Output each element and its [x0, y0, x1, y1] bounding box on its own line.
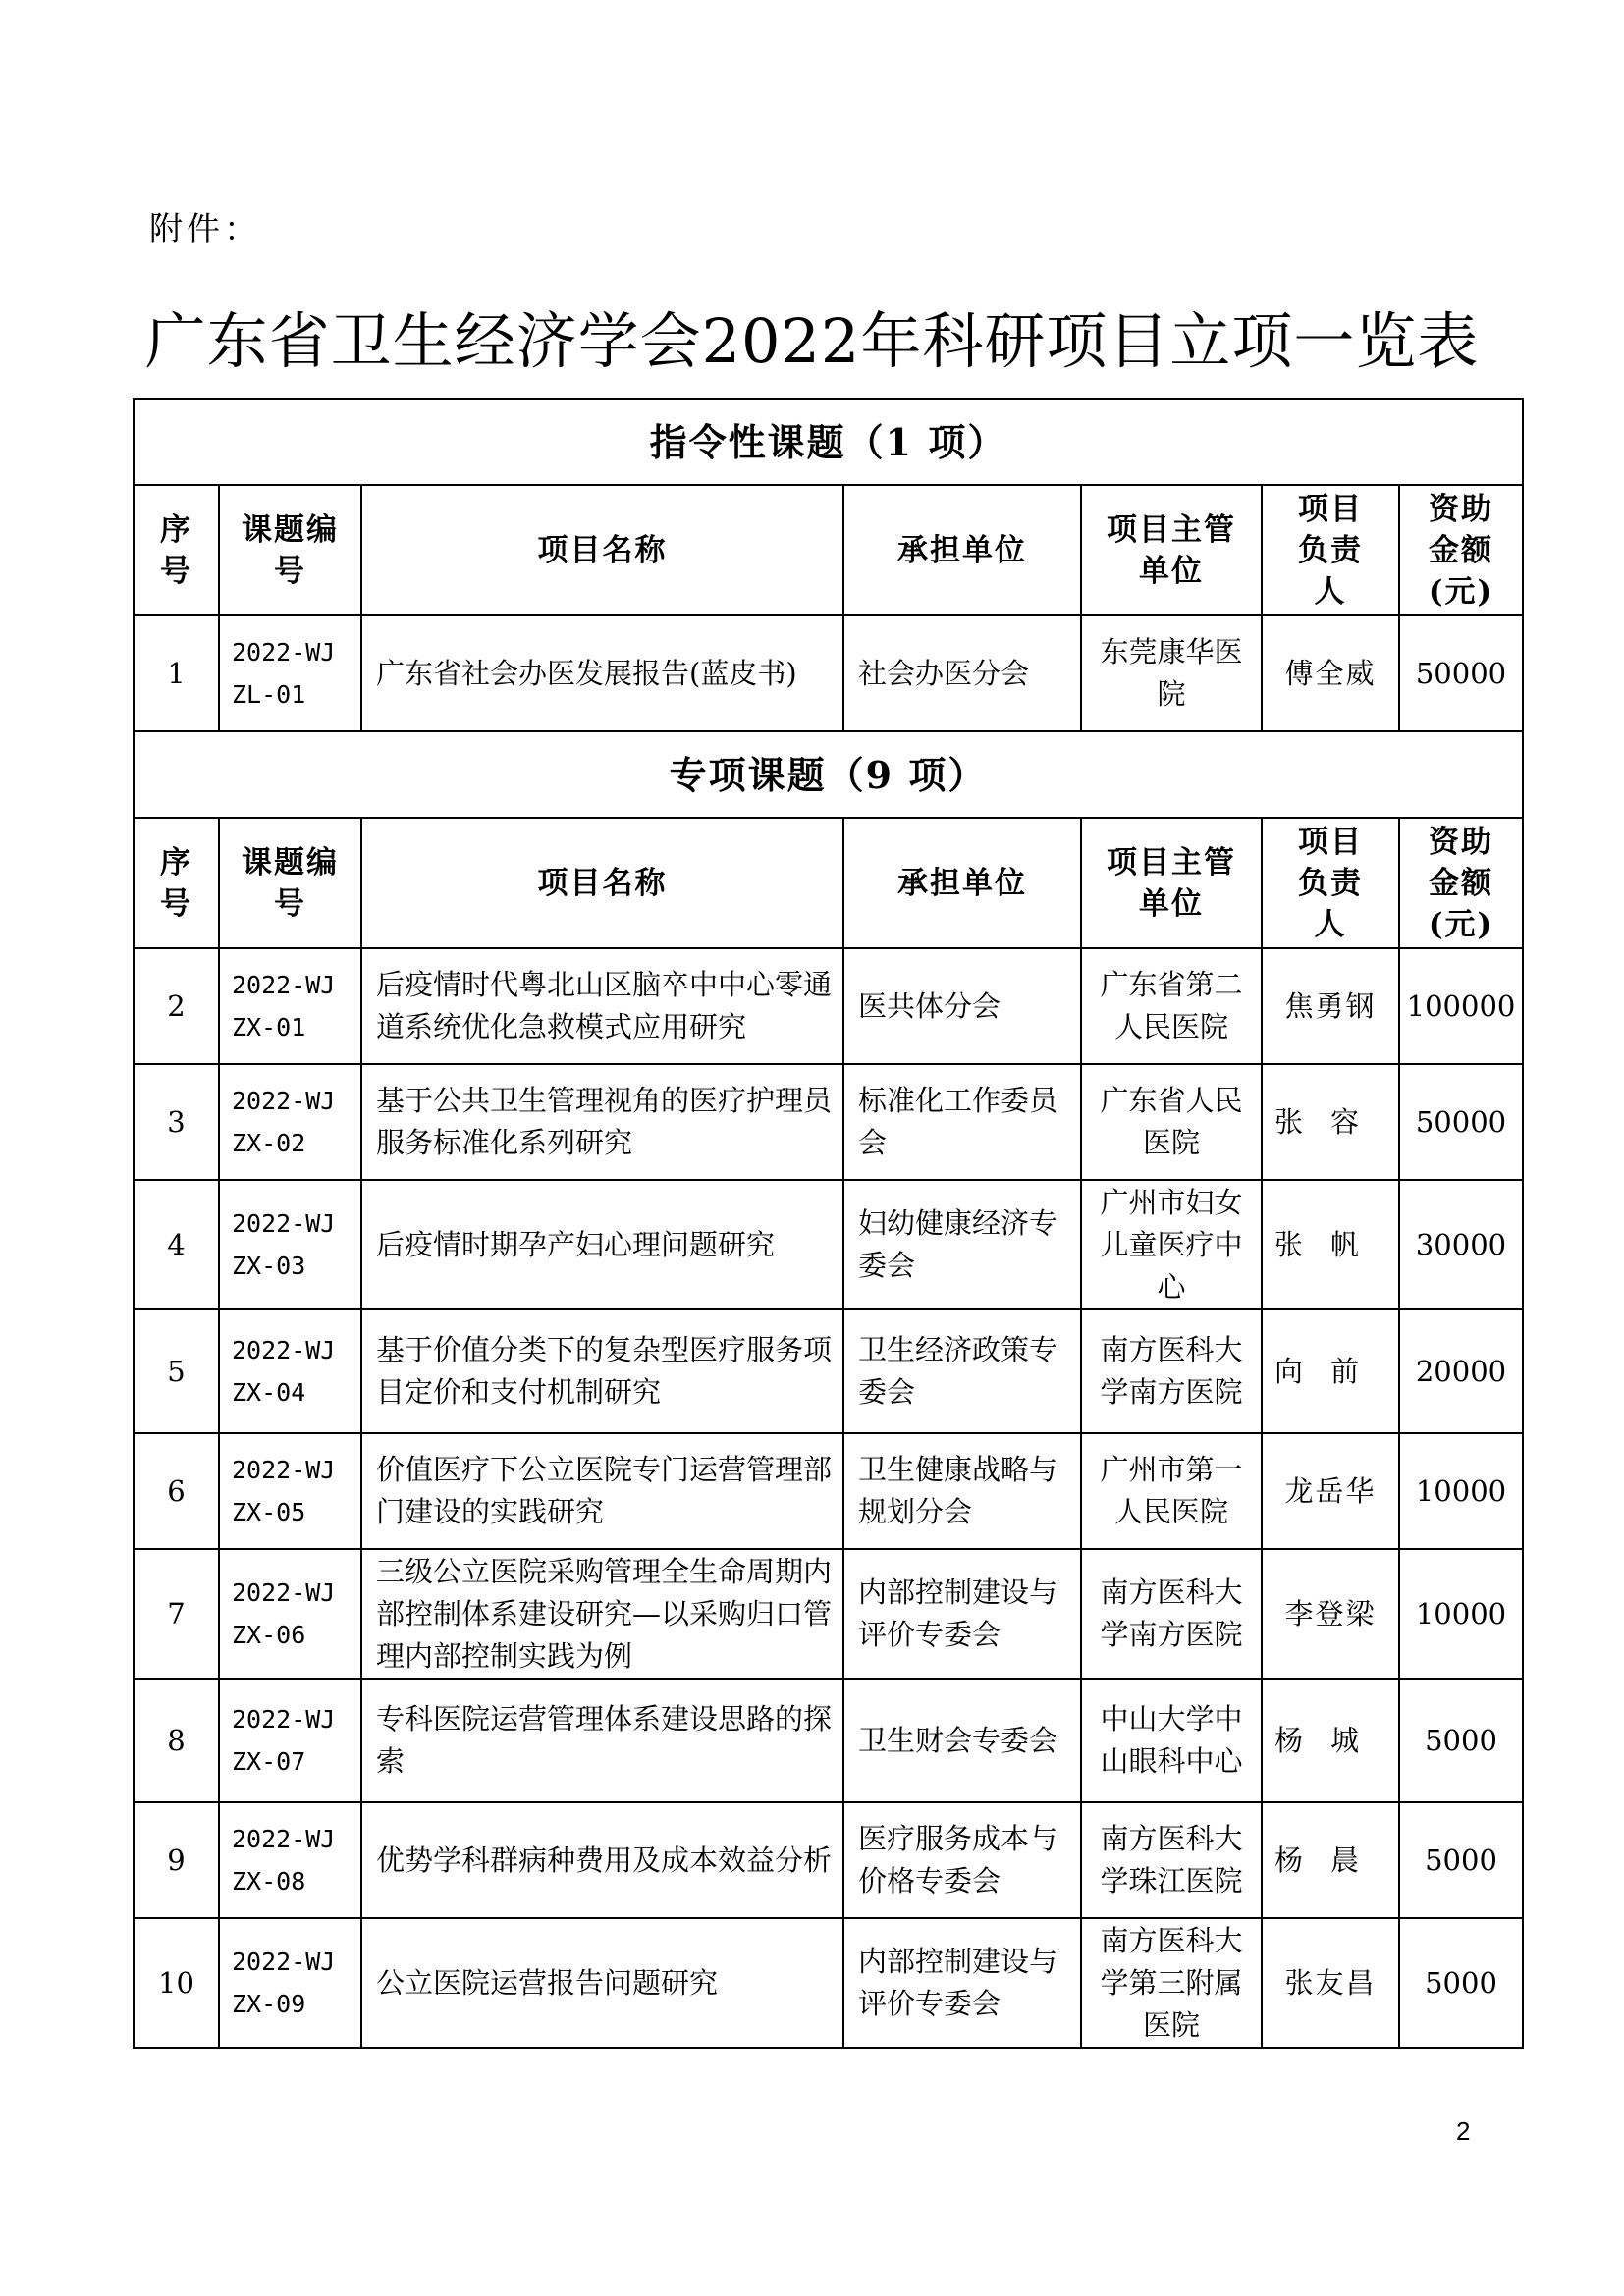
cell-authority: 东莞康华医院	[1081, 615, 1262, 731]
cell-authority: 广州市妇女儿童医疗中心	[1081, 1180, 1262, 1309]
section-title: 指令性课题（1 项）	[134, 399, 1523, 485]
cell-code: 2022-WJZL-01	[219, 615, 361, 731]
section-row	[134, 731, 1523, 818]
header-amount: 资助金额(元)	[1399, 818, 1523, 948]
table-row	[134, 1549, 1523, 1679]
cell-authority: 南方医科大学南方医院	[1081, 1309, 1262, 1433]
cell-leader: 傅全威	[1262, 615, 1399, 731]
cell-leader: 杨晨	[1262, 1802, 1399, 1918]
cell-unit: 内部控制建设与评价专委会	[843, 1918, 1081, 2048]
cell-authority: 广东省人民医院	[1081, 1064, 1262, 1180]
cell-leader: 张友昌	[1262, 1918, 1399, 2048]
cell-authority: 广州市第一人民医院	[1081, 1433, 1262, 1549]
cell-amount: 5000	[1399, 1918, 1523, 2048]
cell-leader: 杨城	[1262, 1679, 1399, 1802]
cell-authority: 南方医科大学南方医院	[1081, 1549, 1262, 1679]
cell-unit: 标准化工作委员会	[843, 1064, 1081, 1180]
cell-no: 10	[134, 1918, 219, 2048]
cell-code: 2022-WJZX-07	[219, 1679, 361, 1802]
section-title: 专项课题（9 项）	[134, 731, 1523, 818]
cell-code: 2022-WJZX-06	[219, 1549, 361, 1679]
attachment-label: 附件：	[149, 210, 261, 249]
cell-name: 后疫情时期孕产妇心理问题研究	[361, 1180, 843, 1309]
cell-amount: 30000	[1399, 1180, 1523, 1309]
cell-amount: 5000	[1399, 1802, 1523, 1918]
cell-code: 2022-WJZX-01	[219, 948, 361, 1064]
cell-unit: 医疗服务成本与价格专委会	[843, 1802, 1081, 1918]
cell-unit: 卫生健康战略与规划分会	[843, 1433, 1081, 1549]
table-row	[134, 615, 1523, 731]
header-row	[134, 818, 1523, 948]
cell-code: 2022-WJZX-04	[219, 1309, 361, 1433]
cell-leader: 张容	[1262, 1064, 1399, 1180]
header-amount: 资助金额(元)	[1399, 485, 1523, 615]
cell-code: 2022-WJZX-08	[219, 1802, 361, 1918]
cell-unit: 妇幼健康经济专委会	[843, 1180, 1081, 1309]
cell-name: 价值医疗下公立医院专门运营管理部门建设的实践研究	[361, 1433, 843, 1549]
page-number: 2	[1456, 2116, 1471, 2146]
cell-name: 基于价值分类下的复杂型医疗服务项目定价和支付机制研究	[361, 1309, 843, 1433]
cell-no: 9	[134, 1802, 219, 1918]
cell-no: 5	[134, 1309, 219, 1433]
cell-leader: 龙岳华	[1262, 1433, 1399, 1549]
cell-unit: 卫生财会专委会	[843, 1679, 1081, 1802]
cell-authority: 南方医科大学珠江医院	[1081, 1802, 1262, 1918]
table-row	[134, 1918, 1523, 2048]
header-authority: 项目主管单位	[1081, 818, 1262, 948]
projects-table	[133, 398, 1524, 2049]
cell-code: 2022-WJZX-03	[219, 1180, 361, 1309]
section-row	[134, 399, 1523, 485]
header-unit: 承担单位	[843, 485, 1081, 615]
cell-no: 4	[134, 1180, 219, 1309]
table-row	[134, 948, 1523, 1064]
cell-unit: 社会办医分会	[843, 615, 1081, 731]
cell-unit: 内部控制建设与评价专委会	[843, 1549, 1081, 1679]
cell-code: 2022-WJZX-02	[219, 1064, 361, 1180]
cell-authority: 南方医科大学第三附属医院	[1081, 1918, 1262, 2048]
cell-amount: 50000	[1399, 1064, 1523, 1180]
cell-leader: 焦勇钢	[1262, 948, 1399, 1064]
header-code: 课题编号	[219, 818, 361, 948]
cell-name: 三级公立医院采购管理全生命周期内部控制体系建设研究—以采购归口管理内部控制实践为例	[361, 1549, 843, 1679]
header-name: 项目名称	[361, 818, 843, 948]
cell-no: 8	[134, 1679, 219, 1802]
cell-amount: 10000	[1399, 1433, 1523, 1549]
cell-name: 优势学科群病种费用及成本效益分析	[361, 1802, 843, 1918]
cell-authority: 广东省第二人民医院	[1081, 948, 1262, 1064]
cell-no: 2	[134, 948, 219, 1064]
header-no: 序号	[134, 818, 219, 948]
header-code: 课题编号	[219, 485, 361, 615]
table-row	[134, 1802, 1523, 1918]
document-title: 广东省卫生经济学会2022年科研项目立项一览表	[144, 305, 1480, 377]
cell-authority: 中山大学中山眼科中心	[1081, 1679, 1262, 1802]
cell-name: 专科医院运营管理体系建设思路的探索	[361, 1679, 843, 1802]
cell-no: 7	[134, 1549, 219, 1679]
cell-unit: 医共体分会	[843, 948, 1081, 1064]
header-no: 序号	[134, 485, 219, 615]
cell-name: 公立医院运营报告问题研究	[361, 1918, 843, 2048]
cell-name: 后疫情时代粤北山区脑卒中中心零通道系统优化急救模式应用研究	[361, 948, 843, 1064]
cell-amount: 20000	[1399, 1309, 1523, 1433]
header-authority: 项目主管单位	[1081, 485, 1262, 615]
header-unit: 承担单位	[843, 818, 1081, 948]
header-name: 项目名称	[361, 485, 843, 615]
cell-leader: 李登梁	[1262, 1549, 1399, 1679]
table-row	[134, 1309, 1523, 1433]
cell-no: 3	[134, 1064, 219, 1180]
cell-amount: 50000	[1399, 615, 1523, 731]
cell-leader: 张帆	[1262, 1180, 1399, 1309]
cell-unit: 卫生经济政策专委会	[843, 1309, 1081, 1433]
cell-amount: 100000	[1399, 948, 1523, 1064]
cell-name: 基于公共卫生管理视角的医疗护理员服务标准化系列研究	[361, 1064, 843, 1180]
cell-no: 1	[134, 615, 219, 731]
header-leader: 项目负责人	[1262, 485, 1399, 615]
cell-amount: 10000	[1399, 1549, 1523, 1679]
cell-no: 6	[134, 1433, 219, 1549]
cell-leader: 向前	[1262, 1309, 1399, 1433]
cell-name: 广东省社会办医发展报告(蓝皮书)	[361, 615, 843, 731]
table-row	[134, 1064, 1523, 1180]
cell-code: 2022-WJZX-09	[219, 1918, 361, 2048]
table-row	[134, 1679, 1523, 1802]
table-row	[134, 1433, 1523, 1549]
header-leader: 项目负责人	[1262, 818, 1399, 948]
table-row	[134, 1180, 1523, 1309]
cell-code: 2022-WJZX-05	[219, 1433, 361, 1549]
header-row	[134, 485, 1523, 615]
cell-amount: 5000	[1399, 1679, 1523, 1802]
